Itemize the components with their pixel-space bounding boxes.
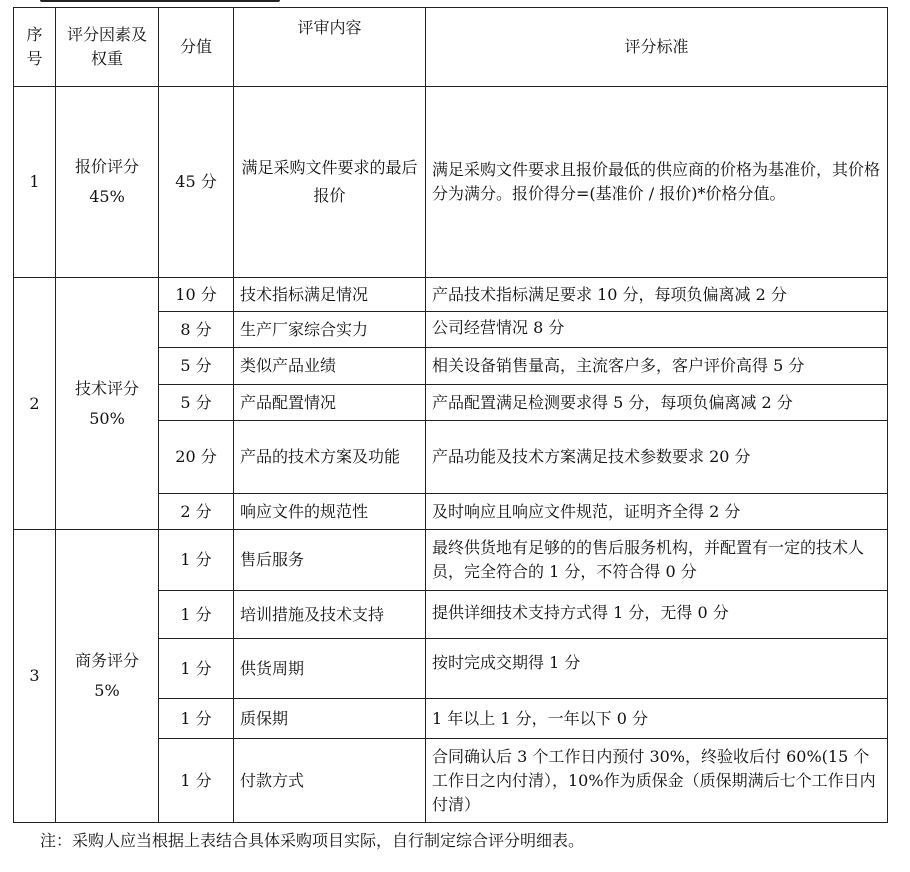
- row-points: 8 分: [159, 312, 234, 348]
- row-standard: 公司经营情况 8 分: [426, 312, 888, 348]
- row-content: 产品配置情况: [234, 385, 426, 421]
- row-content: 类似产品业绩: [234, 348, 426, 385]
- table-header-row: [14, 8, 888, 87]
- row-content: 生产厂家综合实力: [234, 312, 426, 348]
- row-points: 45 分: [159, 87, 234, 278]
- row-points: 5 分: [159, 385, 234, 421]
- factor-name: 技术评分: [74, 378, 139, 398]
- row-seq: 1: [14, 87, 56, 278]
- header-standard: 评分标准: [426, 8, 888, 87]
- row-factor: [56, 278, 159, 530]
- header-factor: 评分因素及权重: [56, 8, 159, 87]
- row-content: 培训措施及技术支持: [234, 591, 426, 639]
- factor-name: 商务评分: [74, 651, 139, 670]
- row-standard: 产品配置满足检测要求得 5 分，每项负偏离减 2 分: [426, 385, 888, 421]
- row-points: 1 分: [159, 639, 234, 699]
- row-content: 响应文件的规范性: [234, 494, 426, 530]
- row-seq: 2: [14, 278, 56, 530]
- table-row: [14, 530, 888, 591]
- row-content: 付款方式: [234, 739, 426, 823]
- row-points: 10 分: [159, 278, 234, 312]
- row-content: 产品的技术方案及功能: [234, 421, 426, 494]
- header-seq: 序号: [14, 8, 56, 87]
- row-standard: 提供详细技术支持方式得 1 分，无得 0 分: [426, 591, 888, 639]
- row-factor: [56, 87, 159, 278]
- scoring-table: [13, 7, 888, 823]
- factor-name: 报价评分: [74, 157, 139, 176]
- factor-weight: 5%: [94, 681, 120, 700]
- row-points: 1 分: [159, 739, 234, 823]
- row-content: 质保期: [234, 699, 426, 739]
- row-content: 满足采购文件要求的最后报价: [234, 87, 426, 278]
- row-points: 20 分: [159, 421, 234, 494]
- row-standard: 及时响应且响应文件规范，证明齐全得 2 分: [426, 494, 888, 530]
- row-points: 2 分: [159, 494, 234, 530]
- footnote: 注：采购人应当根据上表结合具体采购项目实际，自行制定综合评分明细表。: [40, 831, 585, 850]
- row-standard: 最终供货地有足够的的售后服务机构，并配置有一定的技术人员，完全符合的 1 分，不符合得 0 分: [426, 530, 888, 591]
- row-standard: 产品技术指标满足要求 10 分，每项负偏离减 2 分: [426, 278, 888, 312]
- row-points: 5 分: [159, 348, 234, 385]
- row-standard: 按时完成交期得 1 分: [426, 639, 888, 699]
- row-content: 技术指标满足情况: [234, 278, 426, 312]
- row-content: 供货周期: [234, 639, 426, 699]
- row-factor: [56, 530, 159, 823]
- cropped-heading-fragment: [40, 0, 280, 2]
- factor-weight: 45%: [89, 187, 125, 206]
- table-row: [14, 87, 888, 278]
- row-standard: 合同确认后 3 个工作日内预付 30%，终验收后付 60%(15 个工作日之内付清），10%作为质保金（质保期满后七个工作日内付清）: [426, 739, 888, 823]
- row-seq: 3: [14, 530, 56, 823]
- header-content: 评审内容: [234, 8, 426, 87]
- row-points: 1 分: [159, 530, 234, 591]
- factor-weight: 50%: [89, 408, 125, 428]
- row-standard: 满足采购文件要求且报价最低的供应商的价格为基准价，其价格分为满分。报价得分=(基准价 / 报价)*价格分值。: [426, 87, 888, 278]
- table-row: [14, 278, 888, 312]
- row-points: 1 分: [159, 699, 234, 739]
- row-standard: 相关设备销售量高，主流客户多，客户评价高得 5 分: [426, 348, 888, 385]
- row-points: 1 分: [159, 591, 234, 639]
- row-standard: 1 年以上 1 分，一年以下 0 分: [426, 699, 888, 739]
- row-standard: 产品功能及技术方案满足技术参数要求 20 分: [426, 421, 888, 494]
- header-points: 分值: [159, 8, 234, 87]
- row-content: 售后服务: [234, 530, 426, 591]
